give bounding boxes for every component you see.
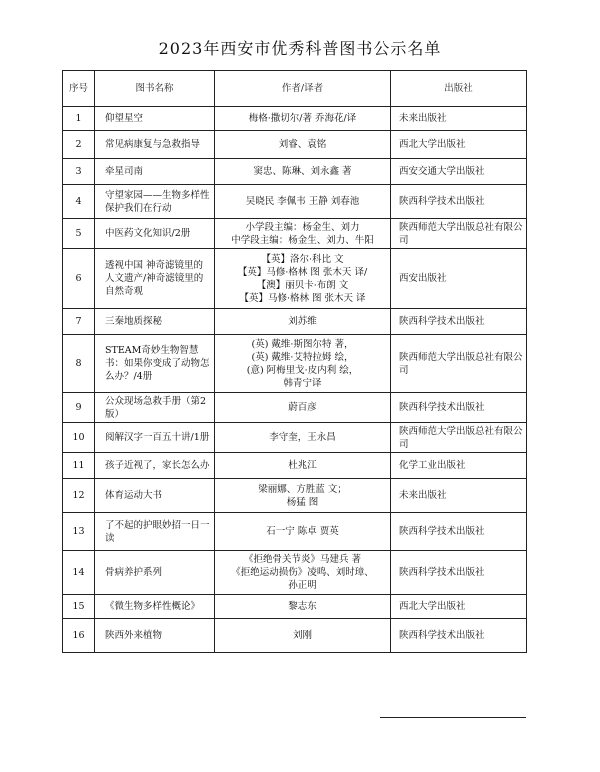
author-line: (英) 戴维·斯图尔特 著， — [251, 338, 354, 350]
cell-publisher: 化学工业出版社 — [391, 453, 527, 479]
cell-no: 13 — [63, 513, 95, 551]
cell-publisher: 陕西科学技术出版社 — [391, 393, 527, 423]
cell-book-title: 了不起的护眼妙招一日一读 — [95, 513, 215, 551]
header-title: 图书名称 — [95, 71, 215, 107]
cell-author — [215, 219, 391, 249]
table-row — [63, 249, 527, 309]
author-line: 《拒绝运动损伤》凌鸣、刘时璋、 — [231, 567, 374, 578]
cell-book-title: 守望家园——生物多样性保护我们在行动 — [95, 185, 215, 219]
author-line: (意) 阿梅里戈·皮内利 绘， — [246, 364, 359, 376]
cell-publisher: 陕西科学技术出版社 — [391, 551, 527, 595]
table-row — [63, 185, 527, 219]
table-row — [63, 335, 527, 393]
cell-author — [215, 185, 391, 219]
cell-no: 1 — [63, 107, 95, 131]
cell-no: 11 — [63, 453, 95, 479]
cell-book-title: 骨病养护系列 — [95, 551, 215, 595]
author-line: 杜兆江 — [288, 460, 317, 471]
cell-book-title: 三秦地质探秘 — [95, 309, 215, 335]
author-line: 梅格·撒切尔/著 乔海花/译 — [248, 113, 357, 124]
table-row — [63, 619, 527, 653]
cell-publisher: 西安出版社 — [391, 249, 527, 309]
cell-author — [215, 131, 391, 159]
table-row — [63, 595, 527, 619]
cell-book-title: 体育运动大书 — [95, 479, 215, 513]
author-line: 石一宁 陈卓 贾英 — [266, 526, 339, 537]
table-row — [63, 453, 527, 479]
author-line: (英) 戴维·艾特拉姆 绘， — [251, 351, 354, 363]
cell-author — [215, 551, 391, 595]
cell-book-title: 阅解汉字一百五十讲/1册 — [95, 423, 215, 453]
author-line: 【英】马修·格林 图 张木天 译 — [239, 292, 366, 304]
author-line: 【澳】丽贝卡·布朗 文 — [256, 279, 349, 291]
author-line: 【英】洛尔·科比 文 — [261, 253, 344, 265]
author-line: 吴晓民 李佩韦 王静 刘春池 — [245, 196, 360, 207]
cell-author — [215, 309, 391, 335]
author-line: 梁丽娜、方胜蓝 文； — [258, 483, 347, 495]
table-row — [63, 513, 527, 551]
cell-author — [215, 453, 391, 479]
author-line: 小学段主编：杨金生、刘力 — [245, 221, 360, 233]
table-row — [63, 219, 527, 249]
cell-publisher: 陕西师范大学出版总社有限公司 — [391, 335, 527, 393]
cell-no: 2 — [63, 131, 95, 159]
cell-no: 7 — [63, 309, 95, 335]
cell-no: 6 — [63, 249, 95, 309]
author-line: 窦忠、陈琳、刘永鑫 著 — [253, 166, 352, 177]
cell-no: 14 — [63, 551, 95, 595]
header-publisher: 出版社 — [391, 71, 527, 107]
author-line: 中学段主编：杨金生、刘力、牛阳 — [231, 234, 374, 246]
author-line: 刘睿、袁铭 — [278, 139, 327, 150]
author-line: 韩青宁译 — [283, 377, 322, 389]
author-line: 刘苏维 — [288, 316, 317, 327]
cell-author — [215, 513, 391, 551]
cell-book-title: 仰望星空 — [95, 107, 215, 131]
cell-author — [215, 159, 391, 185]
cell-no: 3 — [63, 159, 95, 185]
cell-no: 8 — [63, 335, 95, 393]
cell-no: 12 — [63, 479, 95, 513]
cell-publisher: 西北大学出版社 — [391, 595, 527, 619]
table-row — [63, 159, 527, 185]
cell-publisher: 西安交通大学出版社 — [391, 159, 527, 185]
cell-author — [215, 595, 391, 619]
cell-book-title: 陕西外来植物 — [95, 619, 215, 653]
cell-no: 5 — [63, 219, 95, 249]
cell-publisher: 陕西师范大学出版总社有限公司 — [391, 219, 527, 249]
author-line: 杨猛 图 — [286, 496, 319, 508]
signature-line — [380, 717, 526, 718]
book-list-table — [62, 70, 527, 653]
cell-book-title: 公众现场急救手册（第2版） — [95, 393, 215, 423]
cell-book-title: 孩子近视了，家长怎么办 — [95, 453, 215, 479]
cell-publisher: 陕西师范大学出版总社有限公司 — [391, 423, 527, 453]
header-no: 序号 — [63, 71, 95, 107]
author-line: 孙正明 — [288, 580, 317, 591]
table-row — [63, 131, 527, 159]
cell-publisher: 未来出版社 — [391, 479, 527, 513]
cell-publisher: 未来出版社 — [391, 107, 527, 131]
cell-publisher: 陕西科学技术出版社 — [391, 185, 527, 219]
cell-no: 10 — [63, 423, 95, 453]
author-line: 黎志东 — [288, 601, 317, 612]
cell-author — [215, 423, 391, 453]
cell-author — [215, 107, 391, 131]
cell-author — [215, 479, 391, 513]
cell-book-title: 牵星司南 — [95, 159, 215, 185]
cell-no: 9 — [63, 393, 95, 423]
cell-book-title: STEAM奇妙生物智慧书：如果你变成了动物怎么办？/4册 — [95, 335, 215, 393]
cell-no: 16 — [63, 619, 95, 653]
table-row — [63, 309, 527, 335]
cell-no: 4 — [63, 185, 95, 219]
author-line: 【英】马修·格林 图 张木天 译/ — [237, 266, 368, 278]
header-author: 作者/译者 — [215, 71, 391, 107]
cell-publisher: 陕西科学技术出版社 — [391, 619, 527, 653]
author-line: 《拒绝骨关节炎》马建兵 著 — [243, 554, 362, 565]
cell-publisher: 陕西科学技术出版社 — [391, 309, 527, 335]
table-row — [63, 393, 527, 423]
cell-author — [215, 393, 391, 423]
author-line: 刘刚 — [292, 630, 312, 641]
cell-author — [215, 335, 391, 393]
page-title: 2023年西安市优秀科普图书公示名单 — [158, 39, 442, 58]
cell-book-title: 常见病康复与急救指导 — [95, 131, 215, 159]
cell-book-title: 中医药文化知识/2册 — [95, 219, 215, 249]
table-row — [63, 423, 527, 453]
cell-author — [215, 249, 391, 309]
cell-publisher: 西北大学出版社 — [391, 131, 527, 159]
cell-book-title: 透视中国 神奇滤镜里的人文遗产/神奇滤镜里的自然奇观 — [95, 249, 215, 309]
cell-no: 15 — [63, 595, 95, 619]
cell-author — [215, 619, 391, 653]
table-row — [63, 479, 527, 513]
table-row — [63, 551, 527, 595]
author-line: 蔚百彦 — [288, 402, 317, 413]
author-line: 李守奎，王永昌 — [269, 432, 336, 443]
cell-book-title: 《微生物多样性概论》 — [95, 595, 215, 619]
table-header-row — [63, 71, 527, 107]
cell-publisher: 陕西科学技术出版社 — [391, 513, 527, 551]
table-row — [63, 107, 527, 131]
